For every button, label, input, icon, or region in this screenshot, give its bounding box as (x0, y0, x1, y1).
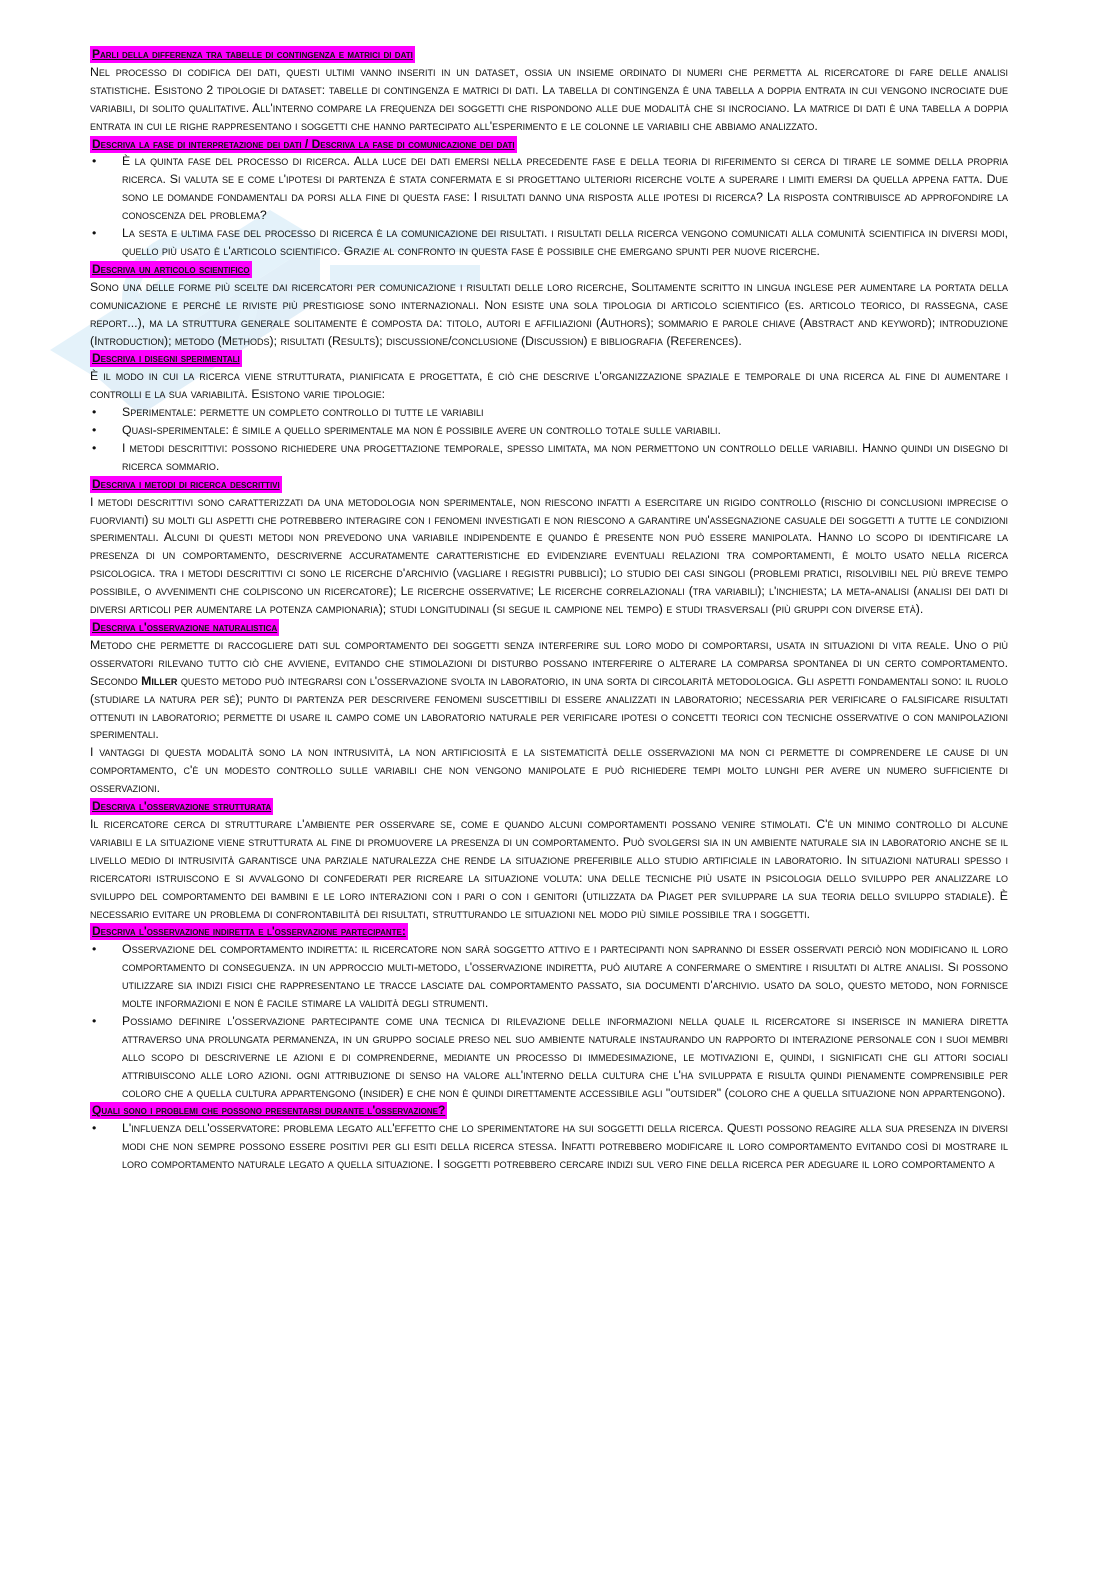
section-heading: Parli della differenza tra tabelle di contingenza e matrici di dati (92, 47, 413, 61)
list-item (90, 440, 1008, 476)
bullet-list (90, 404, 1008, 476)
list-item (90, 153, 1008, 225)
bullet-icon: • (92, 942, 97, 957)
bullet-icon: • (92, 154, 97, 169)
list-item-text: Quasi-sperimentale: è simile a quello sperimentale ma non è possibile avere un controllo totale sulle variabili. (122, 423, 721, 438)
section-naturalistica (90, 619, 1008, 798)
section-heading: Descriva l'osservazione strutturata (92, 799, 272, 814)
list-item-text: I metodi descrittivi: possono richiedere una progettazione temporale, spesso limitata, ma non permettono un controllo delle variabili. Hanno quindi un disegno di ricerca sommario. (122, 440, 1008, 473)
list-item (90, 1013, 1008, 1103)
paragraph: Sono una delle forme più scelte dai ricercatori per comunicazione i risultati delle loro ricerche, Solitamente scritto in lingua inglese per aumentare la portata della comunicazione e perché le riviste più prestigiose sono internazionali. Non esiste una sola tipologia di articolo scientifico (es. articolo teorico, di rassegna, case report...), ma la struttura generale solitamente è composta da: titolo, autori e affiliazioni (Authors); sommario e parole chiave (Abstract and keyword); introduzione (Introduction); metodo (Methods); risultati (Results); discussione/conclusione (Discussion) e bibliografia (References). (90, 279, 1008, 348)
section-heading: Quali sono i problemi che possono presentarsi durante l'osservazione? (92, 1103, 446, 1118)
section-heading: Descriva i disegni sperimentali (92, 351, 240, 366)
bullet-list (90, 153, 1008, 260)
bullet-icon: • (92, 440, 97, 455)
paragraph (90, 637, 1008, 744)
paragraph: I vantaggi di questa modalità sono la non intrusività, la non artificiosità e la sistematicità delle osservazioni ma non ci permette di comprendere le cause di un comportamento, c'è un modesto controllo sulle variabili che non vengono manipolate e può richiedere tempi molto lunghi per avere un numero sufficiente di osservazioni. (90, 745, 1008, 796)
section-indiretta (90, 923, 1008, 1102)
author-name: Miller (141, 673, 178, 688)
section-heading: Descriva l'osservazione indiretta e l'osservazione partecipante: (92, 924, 406, 939)
paragraph: Il ricercatore cerca di strutturare l'ambiente per osservare se, come e quando alcuni comportamenti possano venire stimolati. C'è un minimo controllo di alcune variabili e la situazione viene strutturata al fine di promuovere la presenza di un comportamento. Può svolgersi sia in un ambiente naturale sia in laboratorio anche se il livello medio di intrusività garantisce una parziale naturalezza che rende la situazione preferibile allo studio artificiale in laboratorio. In situazioni naturali spesso i ricercatori istruiscono e si avvalgono di confederati per ricreare la situazione voluta: una delle tecniche più usate in psicologia dello sviluppo per analizzare lo sviluppo del comportamento dei bambini e le loro interazioni con i pari o con i genitori (utilizzata da Piaget per sviluppare la sua teoria dello sviluppo stadiale). È necessario evitare un problema di confrontabilità dei risultati, strutturando le situazioni nel modo più simile possibile tra i soggetti. (90, 816, 1008, 921)
document-page (90, 46, 1008, 1174)
section-heading: Descriva i metodi di ricerca descrittivi (92, 476, 280, 491)
list-item (90, 404, 1008, 422)
bullet-icon: • (92, 1121, 97, 1136)
bullet-list (90, 1120, 1008, 1174)
section-disegni (90, 350, 1008, 475)
section-descrittivi (90, 476, 1008, 619)
list-item (90, 225, 1008, 261)
bullet-icon: • (92, 226, 97, 241)
bullet-list (90, 941, 1008, 1102)
list-item-text: Sperimentale: permette un completo controllo di tutte le variabili (122, 405, 484, 420)
list-item-text: Possiamo definire l'osservazione partecipante come una tecnica di rilevazione delle informazioni nella quale il ricercatore si inserisce in maniera diretta attraverso una prolungata permanenza, in un gruppo sociale preso nel suo ambiente naturale instaurando un rapporto di interazione personale con i suoi membri allo scopo di descriverne le azioni e di comprenderne, mediante un processo di immedesimazione, le motivazioni e, quindi, i significati che gli attori sociali attribuiscono alle loro azioni. ogni attribuzione di senso ha valore all'interno della cultura che l'ha sviluppata e risulta quindi pienamente comprensibile per coloro che a quella cultura appartengono (insider) e che non è quindi direttamente accessibile agli "outsider" (coloro che a quella situazione non appartengono). (122, 1013, 1008, 1100)
section-interpretazione (90, 136, 1008, 261)
list-item (90, 1120, 1008, 1174)
paragraph: I metodi descrittivi sono caratterizzati da una metodologia non sperimentale, non riescono infatti a esercitare un rigido controllo (rischio di conclusioni imprecise o fuorvianti) su molti gli aspetti che potrebbero interagire con i fenomeni investigati e non riescono a garantire un'assegnazione casuale dei soggetti a tutte le condizioni sperimentali. Alcuni di questi metodi non prevedono una variabile indipendente e quando è presente non può essere manipolata. Hanno lo scopo di identificare la presenza di un comportamento, descriverne accuratamente caratteristiche ed evidenziare eventuali relazioni tra comportamenti, è molto usato nella ricerca psicologica. tra i metodi descrittivi ci sono le ricerche d'archivio (vagliare i registri pubblici); lo studio dei casi singoli (problemi pratici, risolvibili nel più breve tempo possibile, o avvenimenti che colpiscono un ricercatore); Le ricerche osservative; Le ricerche correlazionali (tra variabili); l'inchiesta; la meta-analisi (analisi dei dati di diversi articoli per aumentare la potenza campionaria); studi longitudinali (si segue il campione nel tempo) e studi trasversali (più gruppi con diverse età). (90, 494, 1008, 617)
section-heading: Descriva un articolo scientifico (92, 261, 250, 276)
section-heading: Descriva la fase di interpretazione dei dati / Descriva la fase di comunicazione dei dati (92, 136, 515, 151)
paragraph-text: Metodo che permette di raccogliere dati sul comportamento dei soggetti senza interferire sul loro modo di comportarsi, usata in situazioni di vita reale. Uno o più osservatori rilevano tutto ciò che avviene, evitando che stimolazioni di disturbo possano interferire o alterare la comparsa spontanea di un certo comportamento. Secondo (90, 637, 1008, 688)
bullet-icon: • (92, 423, 97, 438)
section-strutturata (90, 798, 1008, 923)
list-item-text: La sesta e ultima fase del processo di ricerca è la comunicazione dei risultati. i risultati della ricerca vengono comunicati alla comunità scientifica in diversi modi, quello più usato è l'articolo scientifico. Grazie al confronto in questa fase è possibile che emergano spunti per nuove ricerche. (122, 226, 1008, 258)
section-contingenza (90, 46, 1008, 136)
bullet-icon: • (92, 1013, 97, 1028)
list-item-text: È la quinta fase del processo di ricerca. Alla luce dei dati emersi nella precedente fase e della teoria di riferimento si cerca di tirare le somme della propria ricerca. Si valuta se e come l'ipotesi di partenza è stata confermata e si progettano ulteriori ricerche volte a superare i limiti emersi da quella appena fatta. Due sono le domande fondamentali da porsi alla fine di questa fase: I risultati danno una risposta alle ipotesi di ricerca? La risposta contribuisce ad approfondire la conoscenza del problema? (122, 154, 1008, 223)
paragraph: Nel processo di codifica dei dati, questi ultimi vanno inseriti in un dataset, ossia un insieme ordinato di numeri che permetta al ricercatore di fare delle analisi statistiche. Esistono 2 tipologie di dataset: tabelle di contingenza e matrici di dati. La tabella di contingenza è una tabella a doppia entrata in cui vengono incrociate due variabili, di solito qualitative. All'interno compare la frequenza dei soggetti che rispondono alle due modalità che si incrociano. La matrice di dati è una tabella a doppia entrata in cui le righe rappresentano i soggetti che hanno partecipato all'esperimento e le colonne le variabili che abbiamo analizzato. (90, 64, 1008, 133)
paragraph: È il modo in cui la ricerca viene strutturata, pianificata e progettata, è ciò che descrive l'organizzazione spaziale e temporale di una ricerca al fine di aumentare i controlli e la sua variabilità. Esistono varie tipologie: (90, 369, 1008, 402)
list-item-text: L'influenza dell'osservatore: problema legato all'effetto che lo sperimentatore ha sui soggetti della ricerca. Questi possono reagire alla sua presenza in diversi modi che non sempre possono essere positivi per gli esiti della ricerca stessa. Infatti potrebbero modificare il loro comportamento evitando così di mostrare il loro comportamento naturale legato a quella situazione. I soggetti potrebbero cercare indizi sul vero fine della ricerca per adeguare il loro comportamento a (122, 1121, 1008, 1172)
section-articolo (90, 261, 1008, 351)
list-item-text: Osservazione del comportamento indiretta: il ricercatore non sarà soggetto attivo e i partecipanti non sapranno di esser osservati perciò non modificano il loro comportamento di conseguenza. in un approccio multi-metodo, l'osservazione indiretta, può aiutare a confermare o smentire i risultati di altre analisi. Si possono utilizzare sia indizi fisici che rappresentano le tracce lasciate dal comportamento passato, sia documenti d'archivio. usato da solo, questo metodo, non fornisce molte informazioni e non è facile stimare la validità degli strumenti. (122, 942, 1008, 1011)
section-problemi (90, 1102, 1008, 1174)
list-item (90, 422, 1008, 440)
section-heading: Descriva l'osservazione naturalistica (92, 620, 278, 634)
paragraph-text: questo metodo può integrarsi con l'osservazione svolta in laboratorio, in una sorta di circolarità metodologica. Gli aspetti fondamentali sono: il ruolo (studiare la natura per sé); punto di partenza per descrivere fenomeni suscettibili di essere analizzati in laboratorio; necessaria per verificare o falsificare risultati ottenuti in laboratorio; permette di usare il campo come un laboratorio naturale per verificare ipotesi o concetti teorici con tecniche osservative o con manipolazioni sperimentali. (90, 673, 1008, 742)
list-item (90, 941, 1008, 1013)
bullet-icon: • (92, 405, 97, 420)
